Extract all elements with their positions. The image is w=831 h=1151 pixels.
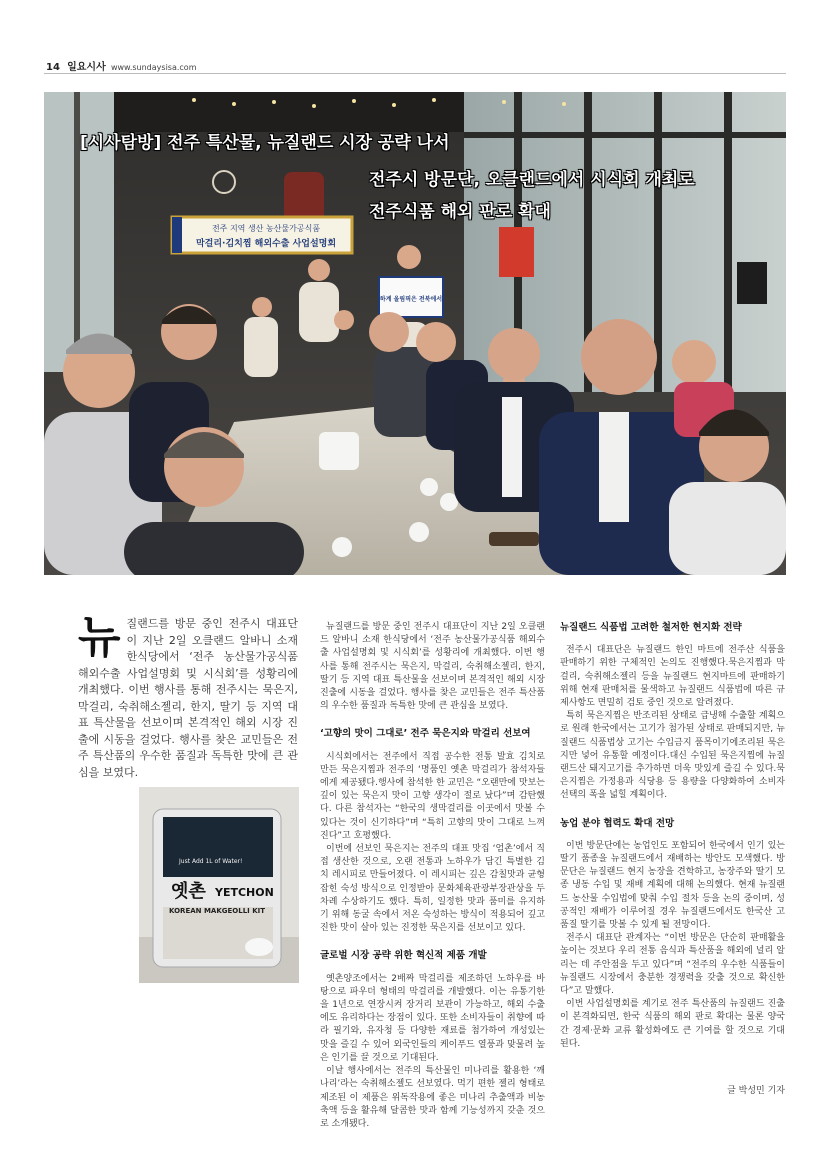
- kit-tag: Just Add 1L of Water!: [179, 858, 243, 865]
- held-sign: 하계 올림픽은 전북에서: [379, 296, 443, 303]
- kit-subtitle: KOREAN MAKGEOLLI KIT: [169, 907, 265, 915]
- kit-package: [139, 787, 299, 983]
- paragraph: 전주시 대표단은 뉴질랜드 한인 마트에 전주산 식품을 판매하기 위한 구체적인 논의도 진행했다.묵은지찜과 막걸리, 숙취해소젤리 등을 뉴질랜드 현지마트에 판매하기 위해 현재 판매처를 물색하고 뉴질랜드 식품법에 따른 규제사항도 면밀히 검토 중인 것으로 알려졌다.: [560, 645, 785, 709]
- article-lead: [78, 612, 298, 781]
- paragraph: 전주시 대표단 관계자는 “이번 방문은 단순히 판매활을 높이는 것보다 우리 전통 음식과 특산품을 해외에 널리 알리는 데 주안점을 두고 있다”며 “전주의 우수한 식품들이 뉴질랜드 시장에서 충분한 경쟁력을 갖출 것으로 확신한다”고 말했다.: [560, 933, 785, 997]
- page-number: 14: [46, 62, 60, 73]
- lead-text: 질랜드를 방문 중인 전주시 대표단이 지난 2일 오클랜드 알바니 소재 한식당에서 ‘전주 농산물가공식품 해외수출 사업설명회 및 시식회’를 성황리에 개최했다. 이번 행사를 통해 전주시는 묵은지, 막걸리, 숙취해소젤리, 한지, 딸기 등 지역 대표 특산물을 선보이며 본격적인 해외 시장 진출에 시동을 걸었다. 행사를 찾은 교민들은 전주 특산품의 우수한 품질과 독특한 맛에 큰 관심을 보였다.: [78, 617, 298, 779]
- page-header: [46, 58, 197, 73]
- paragraph: 이번 사업설명회를 계기로 전주 특산품의 뉴질랜드 진출이 본격화되면, 한국 식품의 해외 판로 확대는 물론 양국 간 경제·문화 교류 활성화에도 큰 기여를 할 것으로 기대된다.: [560, 999, 785, 1049]
- drop-cap: 뉴: [78, 612, 121, 663]
- subheading: 뉴질랜드 식품법 고려한 철저한 현지화 전략: [560, 622, 742, 633]
- subheading: 농업 분야 협력도 확대 전망: [560, 817, 675, 829]
- paragraph: 이번 방문단에는 농업인도 포함되어 한국에서 인기 있는 딸기 품종을 뉴질랜드에서 재배하는 방안도 모색했다. 방문단은 뉴질랜드 현지 농장을 견학하고, 농장주와 딸기 모종 냉동 수입 및 재배 계획에 대해 논의했다. 현재 뉴질랜드 농산물 수입법에 맞춰 수입 절차 등을 논의 중이며, 성공적인 재배가 이루어질 경우 뉴질랜드에서도 한국산 고품질 딸기를 맛볼 수 있게 될 전망이다.: [560, 840, 785, 931]
- subheading: ‘고향의 맛이 그대로’ 전주 묵은지와 막걸리 선보여: [320, 728, 531, 740]
- photo-headline-3: 전주식품 해외 판로 확대: [369, 202, 551, 222]
- paragraph: 옛촌양조에서는 2배짜 막걸리를 제조하던 노하우를 바탕으로 파우더 형태의 막걸리를 개발했다. 이는 유통기한을 1년으로 연장시켜 장거리 보관이 가능하고, 해외 수출에도 유리하다는 장점이 있다. 또한 소비자들이 취향에 따라 필기와, 유자청 등 다양한 재료를 첨가하여 개성있는 맛을 즐길 수 있어 외국인들의 케이푸드 열풍과 맞물려 높은 인기를 끌 것으로 기대된다.: [320, 973, 545, 1063]
- header-rule: [44, 73, 786, 74]
- publication-url: www.sundaysisa.com: [110, 63, 197, 72]
- photo-headline-1: [시사탐방] 전주 특산물, 뉴질랜드 시장 공략 나서: [80, 133, 450, 153]
- paragraph: 이날 행사에서는 전주의 특산물인 미나리를 활용한 ‘깨나리’라는 숙취해소젤도 선보였다. 먹기 편한 젤리 형태로 제조된 이 제품은 위독작용에 좋은 미나리 추출액과 비농축액 등을 활유해 달콤한 맛과 함께 기능성까지 갖춘 것으로 소개됐다.: [320, 1066, 545, 1129]
- paragraph: 특히 묵은지찜은 반조리된 상태로 급냉해 수출할 계획으로 원래 한국에서는 고기가 첨가된 상태로 판매되지만, 뉴질랜드 식품법상 고기는 수입금지 품목이기에조리된 묵은지만 넣어 유통할 예정이다.대신 수입된 묵은지찜에 뉴질랜드산 돼지고기를 추가하면 더욱 맛있게 즐길 수 있다.묵은지찜은 가정용과 식당용 등 용량을 다양화하여 소비자 선택의 폭을 넓힐 계획이다.: [560, 711, 785, 801]
- main-photo: [44, 92, 786, 575]
- paragraph: 시식회에서는 전주에서 직접 공수한 전통 발효 김치로 만든 묵은지찜과 전주의 ‘명품인 옛촌 막걸리가 참석자들에게 제공됐다.행사에 참석한 한 교민은 “오랜만에 맛보는 깊이 있는 묵은지 맛이 고향 생각이 절로 났다”며 감탄했다. 다른 참석자는 “한국의 생막걸리를 이곳에서 맛볼 수 있다는 것이 신기하다”며 “특히 고향의 맛이 그대로 느껴진다”고 호평했다.: [320, 751, 545, 841]
- byline: 글 박성민 기자: [727, 1086, 785, 1097]
- banner-line2: 막걸리·김치찜 해외수출 사업설명회: [195, 239, 337, 249]
- subheading: 글로벌 시장 공략 위한 혁신적 제품 개발: [320, 950, 487, 962]
- article-column-2: [320, 621, 545, 1131]
- kit-brand-en: YETCHON: [215, 886, 274, 899]
- makgeolli-kit-photo: [139, 787, 299, 983]
- banner-line1: 전주 지역 생산 농산물가공식품: [211, 224, 321, 233]
- publication-name: 일요시사: [67, 62, 106, 73]
- paragraph: 뉴질랜드를 방문 중인 전주시 대표단이 지난 2일 오클랜드 알바니 소재 한식당에서 ‘전주 농산물가공식품 해외수출 사업설명회 및 시식회’를 성황리에 개최했다. 이번 행사를 통해 전주시는 묵은지, 막걸리, 숙취해소젤리, 한지, 딸기 등 지역 대표 특산물을 선보이며 본격적인 해외 시장 진출에 시동을 걸었다. 행사를 찾은 교민들은 전주 특산품의 우수한 품질과 독특한 맛에 큰 관심을 보였다.: [320, 622, 545, 712]
- paragraph: 이번에 선보인 묵은지는 전주의 대표 맛집 ‘엄촌’에서 직접 생산한 것으로, 오랜 전통과 노하우가 담긴 특별한 김치 레시피로 만들어졌다. 이 레시피는 깊은 감칠맛과 균형 잡힌 숙성 방식으로 인정받아 문화체육관광부장관상을 두차례 수상하기도 했다. 특히, 일정한 맛과 품미를 유지하기 위해 동굴 속에서 저온 숙성하는 방식이 적용되어 깊고 진한 맛이 살아 있는 진정한 묵은지를 선보이고 있다.: [320, 844, 545, 934]
- photo-headline-2: 전주시 방문단, 오클랜드에서 시식회 개최로: [369, 170, 695, 190]
- article-column-3: [560, 621, 785, 1098]
- kit-brand-kr: 옛촌: [171, 881, 206, 902]
